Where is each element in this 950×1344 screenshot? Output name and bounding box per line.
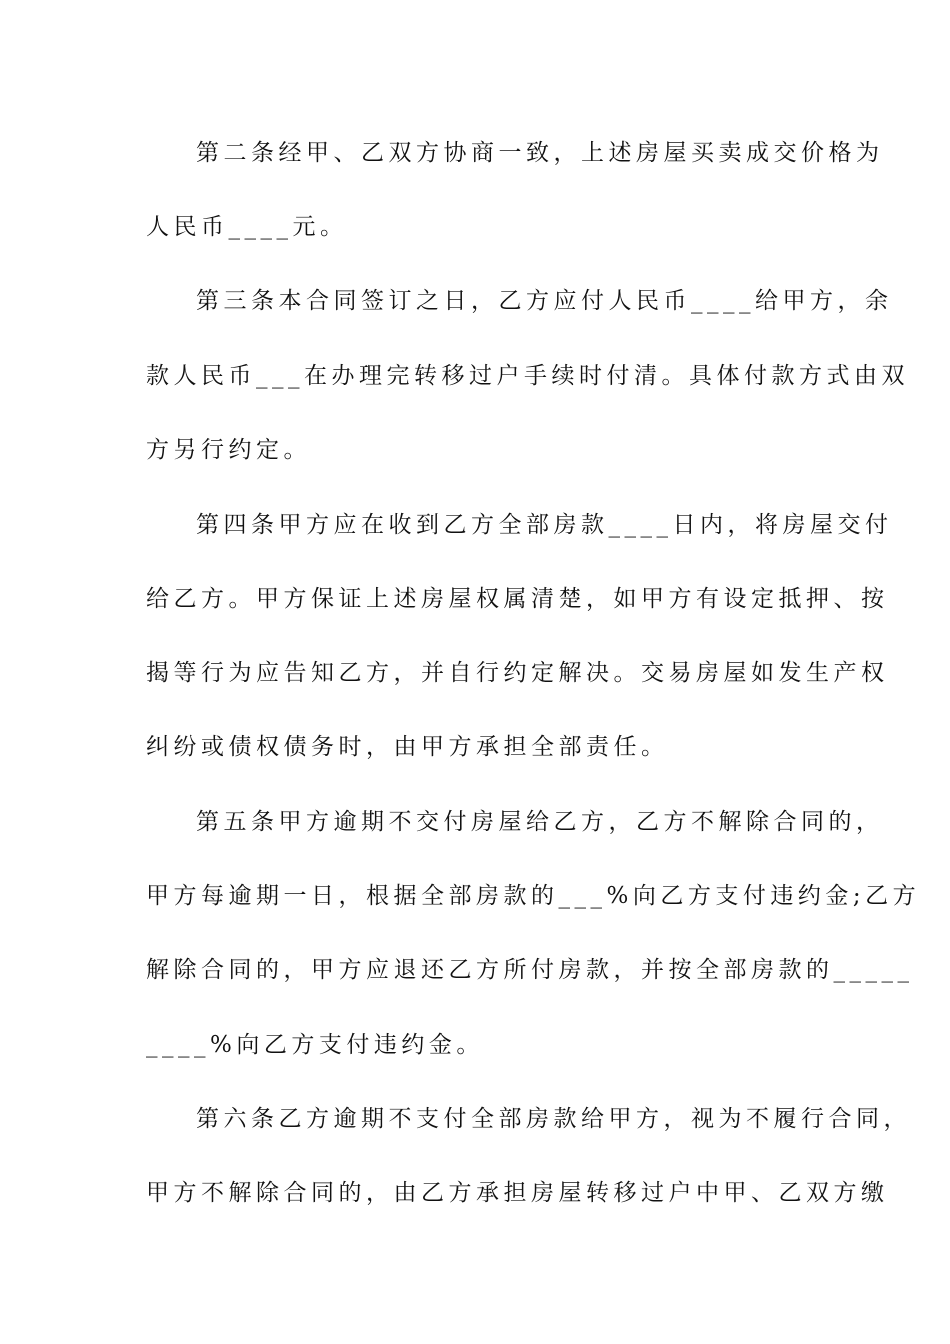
text-line: 方另行约定。 — [146, 437, 311, 463]
text-line: 第五条甲方逾期不交付房屋给乙方，乙方不解除合同的， — [196, 809, 884, 835]
text-line: 第三条本合同签订之日，乙方应付人民币____给甲方，余 — [196, 288, 893, 314]
text-line: 解除合同的，甲方应退还乙方所付房款，并按全部房款的_____ — [146, 957, 914, 983]
text-line: ____%向乙方支付违约金。 — [146, 1032, 484, 1058]
text-line: 第四条甲方应在收到乙方全部房款____日内，将房屋交付 — [196, 512, 893, 538]
text-line: 给乙方。甲方保证上述房屋权属清楚，如甲方有设定抵押、按 — [146, 586, 889, 612]
text-line: 揭等行为应告知乙方，并自行约定解决。交易房屋如发生产权 — [146, 660, 889, 686]
text-line: 款人民币___在办理完转移过户手续时付清。具体付款方式由双 — [146, 363, 909, 389]
text-line: 纠纷或债权债务时，由甲方承担全部责任。 — [146, 734, 669, 760]
text-line: 甲方每逾期一日，根据全部房款的___%向乙方支付违约金;乙方 — [146, 883, 921, 909]
text-line: 第二条经甲、乙双方协商一致，上述房屋买卖成交价格为 — [196, 140, 884, 166]
text-line: 甲方不解除合同的，由乙方承担房屋转移过户中甲、乙双方缴 — [146, 1180, 889, 1206]
text-line: 人民币____元。 — [146, 214, 348, 240]
text-line: 第六条乙方逾期不支付全部房款给甲方，视为不履行合同， — [196, 1106, 911, 1132]
